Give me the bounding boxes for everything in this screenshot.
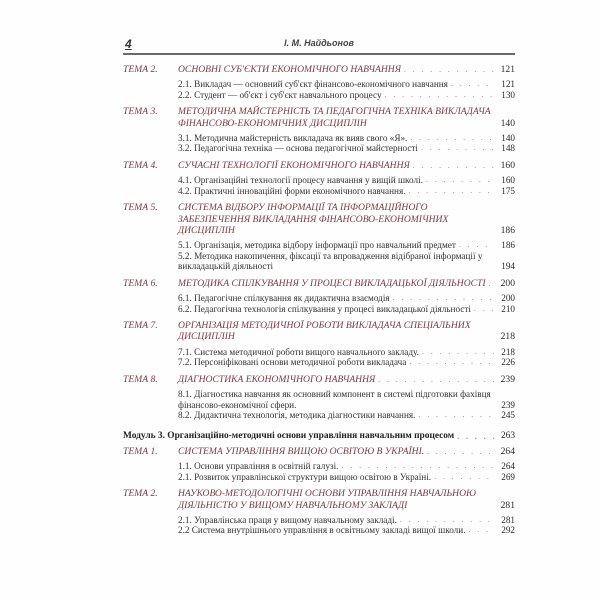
page-ref: 218: [501, 346, 515, 357]
leader-dots: [434, 472, 494, 483]
item-title: 7.2. Персоніфіковані основи методичної роботи викладача: [178, 357, 407, 368]
leader-dots: [418, 410, 494, 421]
toc-theme[interactable]: [123, 488, 515, 510]
toc-theme[interactable]: [123, 320, 515, 342]
leader-dots: [422, 347, 494, 358]
item-title: 3.1. Методична майстерність викладача як вияв свого «Я».: [178, 132, 408, 143]
page-ref: 210: [501, 303, 515, 314]
page-ref: 130: [501, 89, 515, 100]
item-title: 2.1. Викладач — основний суб'єкт фінансово-економічного навчання: [178, 79, 448, 90]
theme-label: ТЕМА 2.: [123, 488, 158, 500]
page-ref: 245: [501, 410, 515, 421]
page-ref: 194: [501, 261, 515, 272]
item-title: 3.2. Педагогічна техніка — основа педагогічної майстерності: [178, 143, 418, 154]
item-title: 2.2. Студент — об'єкт і суб'єкт навчального процесу: [178, 89, 382, 100]
theme-title: ДІАГНОСТИКА ЕКОНОМІЧНОГО НАВЧАННЯ: [178, 373, 376, 385]
theme-label: ТЕМА 5.: [123, 202, 158, 214]
toc-item[interactable]: [178, 525, 515, 536]
theme-label: ТЕМА 2.: [123, 64, 158, 75]
leader-dots: [400, 515, 494, 526]
toc-theme[interactable]: [123, 278, 515, 289]
page-ref: 160: [501, 175, 515, 186]
theme-label: ТЕМА 8.: [123, 373, 158, 385]
item-title: 6.2. Педагогічна технологія спілкування у процесі викладацької діяльності: [178, 303, 471, 314]
leader-dots: [451, 79, 494, 90]
item-title: 1.1. Основи управління в освітній галузі.: [178, 461, 339, 472]
leader-dots: [426, 175, 494, 186]
toc-theme[interactable]: [123, 64, 515, 75]
toc-item[interactable]: [178, 79, 515, 90]
page-ref: 226: [501, 357, 515, 368]
leader-dots: [413, 160, 494, 171]
toc-item[interactable]: [178, 133, 515, 144]
theme-label: ТЕМА 7.: [123, 320, 158, 332]
item-title: 4.2. Практичні інноваційні форми економічного навчання.: [178, 185, 406, 196]
toc-item[interactable]: [178, 304, 515, 315]
toc-item[interactable]: [178, 186, 515, 197]
item-title: 5.1. Організація, методика відбору інформації про навчальний предмет: [178, 239, 456, 250]
page-ref: 263: [500, 430, 515, 441]
leader-dots: [410, 133, 494, 144]
running-head: [123, 37, 515, 55]
theme-title: НАУКОВО-МЕТОДОЛОГІЧНІ ОСНОВИ УПРАВЛІННЯ НАВЧАЛЬНОЮ ДІЯЛЬНІСТЮ У ВИЩОМУ НАВЧАЛЬНОМУ ЗАКЛАДІ: [178, 488, 476, 511]
leader-dots: [409, 357, 494, 368]
leader-dots: [489, 278, 494, 289]
item-title: 2.2 Система внутрішнього управління в освітньому закладі вищої школи.: [178, 525, 466, 536]
leader-dots: [408, 186, 494, 197]
toc-item[interactable]: [178, 175, 515, 186]
leader-dots: [474, 304, 494, 315]
toc-theme[interactable]: [123, 160, 515, 171]
theme-label: ТЕМА 6.: [123, 277, 158, 289]
page-ref: 160: [500, 159, 515, 171]
toc-item[interactable]: [178, 143, 515, 154]
leader-dots: [427, 446, 494, 457]
page-ref: 218: [500, 331, 515, 343]
theme-title: ОРГАНІЗАЦІЯ МЕТОДИЧНОЇ РОБОТИ ВИКЛАДАЧА СПЕЦІАЛЬНИХ ДИСЦИПЛІН: [178, 320, 471, 343]
page-ref: 200: [500, 277, 515, 289]
toc-theme[interactable]: [123, 106, 515, 128]
item-title: 6.1. Педагогічне спілкування як дидактична взаємодія: [178, 292, 390, 303]
leader-dots: [378, 374, 494, 385]
item-title: 8.2. Дидактична технологія, методика діагностики навчання.: [178, 410, 416, 421]
theme-label: ТЕМА 1.: [123, 445, 158, 457]
toc-item[interactable]: [178, 357, 515, 368]
toc-item[interactable]: [178, 472, 515, 483]
item-title: 8.1. Діагностика навчання як основний компонент в системі підготовки фахівця фінансово-економічної сфери.: [178, 388, 491, 410]
page-number: 4: [125, 37, 132, 51]
leader-dots: [459, 240, 494, 251]
page-ref: 140: [501, 132, 515, 143]
page-ref: 281: [500, 499, 515, 511]
leader-dots: [404, 64, 494, 75]
page-ref: 121: [500, 64, 515, 75]
item-title: 5.2. Методика накопичення, фіксації та впровадження відібраної інформації у викладацькій діяльності: [178, 250, 483, 272]
theme-title: МЕТОДИКА СПІЛКУВАННЯ У ПРОЦЕСІ ВИКЛАДАЦЬКОЇ ДІЯЛЬНОСТІ: [178, 277, 486, 289]
page-ref: 269: [501, 471, 515, 482]
page-ref: 239: [500, 373, 515, 385]
page-ref: 200: [501, 292, 515, 303]
toc-item[interactable]: [178, 90, 515, 101]
theme-title: СУЧАСНІ ТЕХНОЛОГІЇ ЕКОНОМІЧНОГО НАВЧАННЯ: [178, 159, 410, 171]
toc-item[interactable]: [178, 347, 515, 358]
leader-dots: [457, 431, 494, 442]
toc-item[interactable]: [178, 293, 515, 304]
item-title: 2.1. Розвиток управлінської структури вищою освітою в Україні.: [178, 471, 432, 482]
item-title: 7.1. Система методичної роботи вищого навчального закладу.: [178, 346, 419, 357]
toc-item[interactable]: [178, 240, 515, 251]
author-name: І. М. Найдьонов: [284, 38, 354, 48]
leader-dots: [393, 293, 494, 304]
page-ref: 292: [501, 525, 515, 536]
toc-item[interactable]: [178, 410, 515, 421]
page-ref: 148: [501, 143, 515, 154]
module-title: Модуль 3. Організаційно-методичні основи управління навчальним процесом: [123, 430, 455, 441]
item-title: 4.1. Організаційні технології процесу навчання у вищій школі.: [178, 175, 423, 186]
leader-dots: [469, 525, 495, 536]
page-ref: 121: [501, 79, 515, 90]
theme-title: СИСТЕМА ВІДБОРУ ІНФОРМАЦІЇ ТА ІНФОРМАЦІЙНОГО ЗАБЕЗПЕЧЕННЯ ВИКЛАДАННЯ ФІНАНСОВО-ЕКОНОМІЧНИХ ДИСЦИПЛІН: [178, 202, 449, 236]
page-ref: 186: [501, 239, 515, 250]
theme-label: ТЕМА 3.: [123, 106, 158, 118]
page-ref: 281: [501, 514, 515, 525]
toc-theme[interactable]: [123, 374, 515, 385]
toc-theme[interactable]: [123, 202, 515, 236]
toc-module[interactable]: [123, 431, 515, 442]
item-title: 2.1. Управлінська праця у вищому навчальному закладі.: [178, 514, 397, 525]
toc-item[interactable]: [178, 251, 515, 272]
table-of-contents: [123, 64, 515, 536]
leader-dots: [341, 461, 494, 472]
toc-theme[interactable]: [123, 446, 515, 457]
toc-item[interactable]: [178, 461, 515, 472]
toc-item[interactable]: [178, 515, 515, 526]
page-ref: 264: [500, 445, 515, 457]
page-ref: 175: [501, 185, 515, 196]
page-ref: 186: [500, 224, 515, 236]
leader-dots: [421, 143, 494, 154]
page-ref: 239: [501, 399, 515, 410]
theme-title: МЕТОДИЧНА МАЙСТЕРНІСТЬ ТА ПЕДАГОГІЧНА ТЕХНІКА ВИКЛАДАЧА ФІНАНСОВО-ЕКОНОМІЧНИХ ДИСЦИПЛІН: [178, 106, 491, 129]
page-ref: 140: [500, 117, 515, 129]
theme-title: СИСТЕМА УПРАВЛІННЯ ВИЩОЮ ОСВІТОЮ В УКРАЇНІ.: [178, 445, 425, 457]
page-ref: 264: [501, 461, 515, 472]
toc-item[interactable]: [178, 389, 515, 410]
leader-dots: [385, 90, 494, 101]
theme-label: ТЕМА 4.: [123, 159, 158, 171]
theme-title: ОСНОВНІ СУБ'ЄКТИ ЕКОНОМІЧНОГО НАВЧАННЯ: [178, 64, 402, 75]
